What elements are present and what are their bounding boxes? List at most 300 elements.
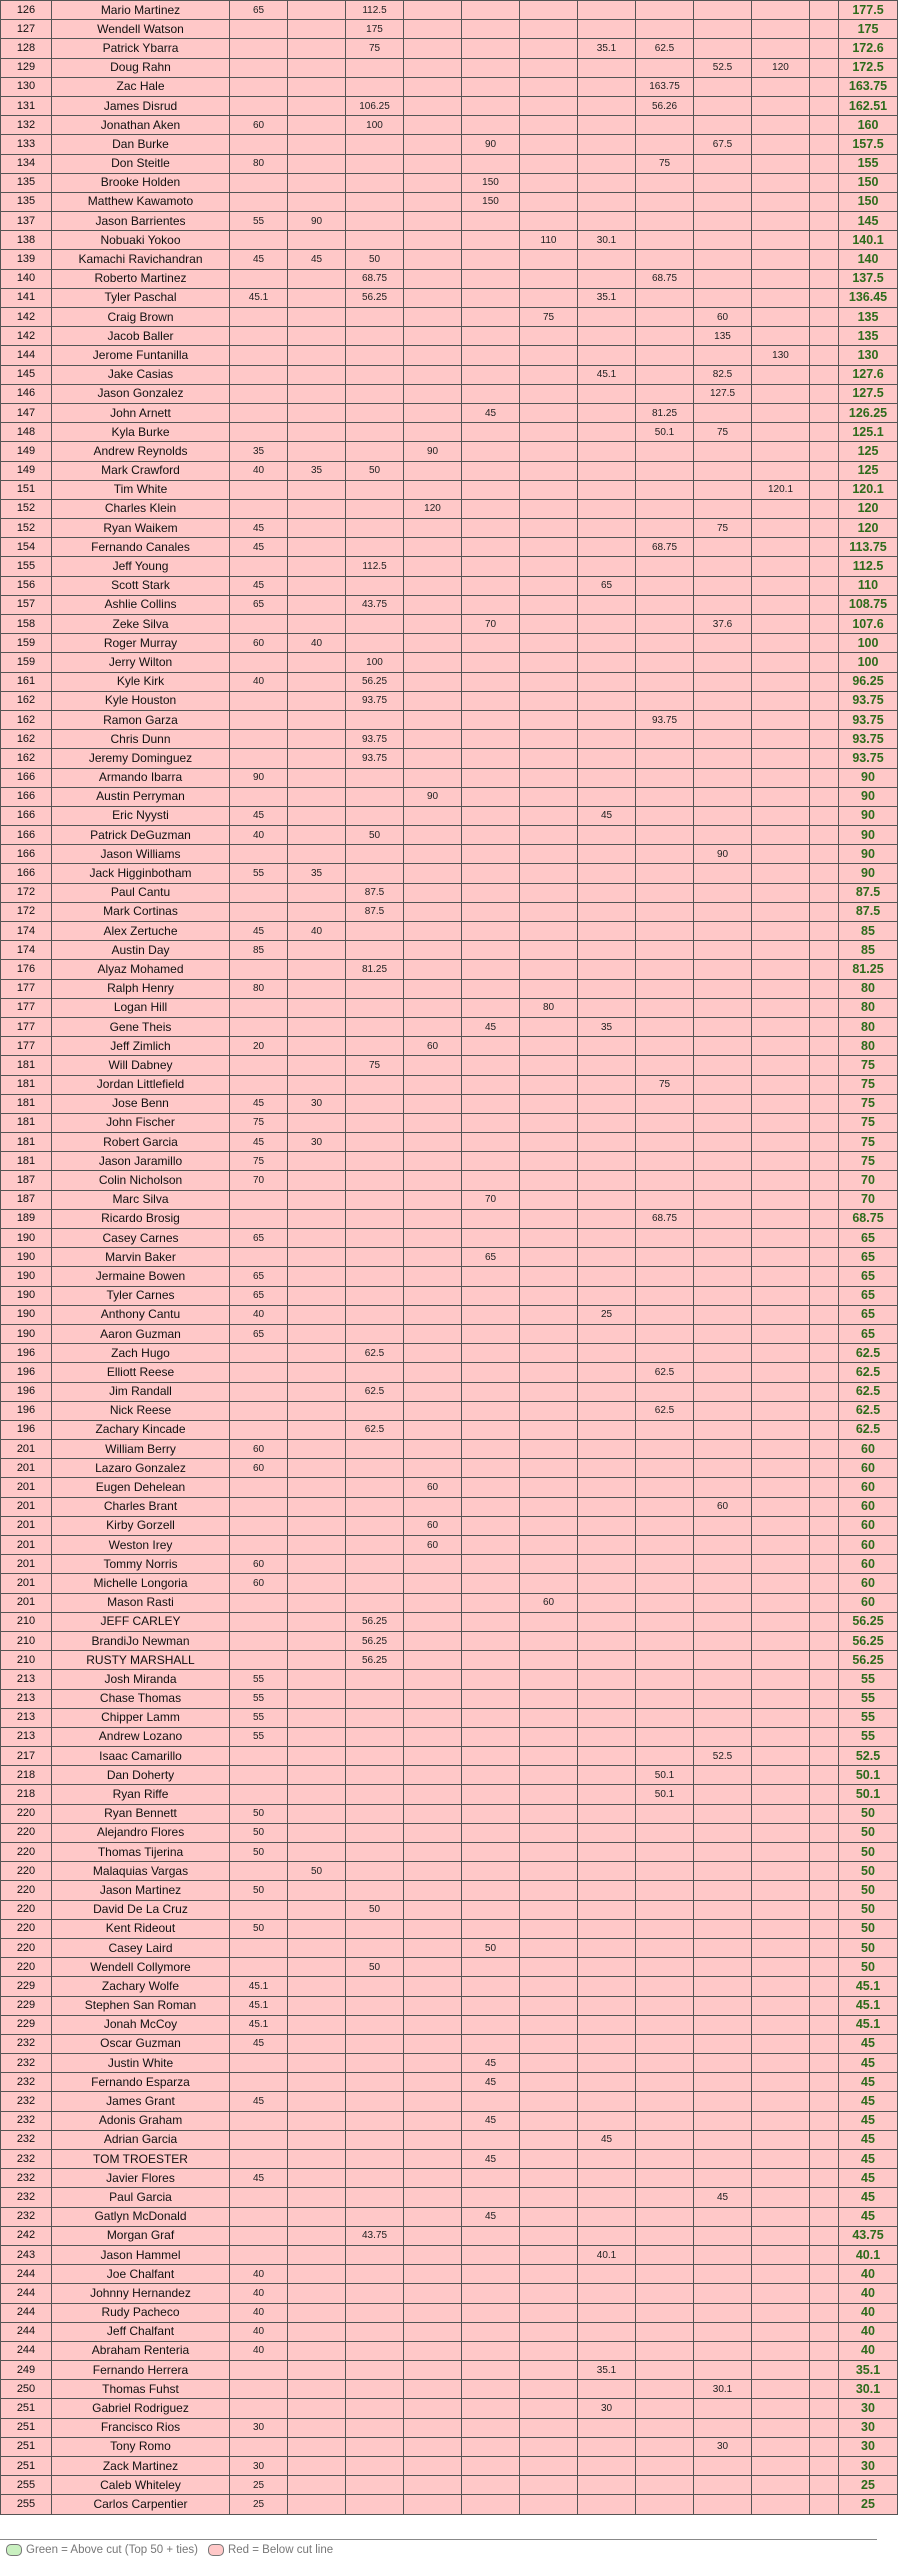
score-cell — [346, 2245, 404, 2264]
score-cell — [636, 461, 694, 480]
name-cell: Charles Klein — [52, 499, 230, 518]
score-cell — [752, 749, 810, 768]
score-cell — [404, 39, 462, 58]
name-cell: Tim White — [52, 480, 230, 499]
score-cell — [810, 423, 839, 442]
score-cell: 50.1 — [636, 423, 694, 442]
score-cell — [578, 250, 636, 269]
score-cell — [230, 384, 288, 403]
name-cell: Roger Murray — [52, 634, 230, 653]
score-cell — [810, 806, 839, 825]
table-row — [1, 2111, 898, 2130]
total-cell: 81.25 — [839, 960, 898, 979]
score-cell — [578, 519, 636, 538]
score-cell — [520, 2226, 578, 2245]
score-cell — [520, 538, 578, 557]
score-cell — [462, 2226, 520, 2245]
total-cell: 60 — [839, 1440, 898, 1459]
score-cell — [578, 2188, 636, 2207]
score-cell — [810, 384, 839, 403]
rank-cell: 142 — [1, 308, 52, 327]
score-cell — [810, 615, 839, 634]
score-cell — [288, 480, 346, 499]
rank-cell: 144 — [1, 346, 52, 365]
score-cell — [752, 1785, 810, 1804]
score-cell — [462, 883, 520, 902]
table-row — [1, 864, 898, 883]
score-cell: 90 — [404, 442, 462, 461]
score-cell — [288, 1823, 346, 1842]
score-cell — [520, 1037, 578, 1056]
score-cell: 75 — [636, 1075, 694, 1094]
table-row — [1, 2437, 898, 2456]
name-cell: Casey Carnes — [52, 1229, 230, 1248]
score-cell: 87.5 — [346, 883, 404, 902]
name-cell: Jake Casias — [52, 365, 230, 384]
score-cell: 43.75 — [346, 595, 404, 614]
score-cell — [346, 2495, 404, 2514]
name-cell: Jose Benn — [52, 1094, 230, 1113]
rank-cell: 166 — [1, 864, 52, 883]
score-cell — [578, 269, 636, 288]
rank-cell: 149 — [1, 461, 52, 480]
score-cell — [636, 1708, 694, 1727]
score-cell — [810, 2111, 839, 2130]
score-cell — [578, 2265, 636, 2284]
score-cell — [578, 2169, 636, 2188]
score-cell — [578, 135, 636, 154]
score-cell: 45 — [230, 806, 288, 825]
score-cell — [636, 749, 694, 768]
score-cell — [462, 749, 520, 768]
score-cell — [810, 1229, 839, 1248]
score-cell — [810, 979, 839, 998]
score-cell — [288, 1631, 346, 1650]
score-cell — [810, 1075, 839, 1094]
rank-cell: 177 — [1, 979, 52, 998]
score-cell — [520, 423, 578, 442]
score-cell — [520, 615, 578, 634]
score-cell — [810, 1133, 839, 1152]
rank-cell: 162 — [1, 710, 52, 729]
score-cell — [462, 1747, 520, 1766]
score-cell: 67.5 — [694, 135, 752, 154]
rank-cell: 244 — [1, 2322, 52, 2341]
table-row — [1, 499, 898, 518]
score-cell — [288, 1747, 346, 1766]
score-cell — [636, 1229, 694, 1248]
score-cell — [520, 1, 578, 20]
score-cell: 60 — [230, 1459, 288, 1478]
rank-cell: 229 — [1, 1996, 52, 2015]
score-cell — [636, 2495, 694, 2514]
score-cell — [288, 998, 346, 1017]
score-cell — [288, 2092, 346, 2111]
score-cell — [810, 2437, 839, 2456]
score-cell — [520, 576, 578, 595]
score-cell: 60 — [694, 308, 752, 327]
score-cell: 110 — [520, 231, 578, 250]
score-cell — [462, 1401, 520, 1420]
score-cell — [462, 1171, 520, 1190]
score-cell: 65 — [230, 1267, 288, 1286]
total-cell: 120 — [839, 499, 898, 518]
score-cell — [288, 1382, 346, 1401]
score-cell — [636, 116, 694, 135]
score-cell — [288, 960, 346, 979]
total-cell: 136.45 — [839, 288, 898, 307]
score-cell — [230, 2399, 288, 2418]
score-cell — [694, 538, 752, 557]
total-cell: 40.1 — [839, 2245, 898, 2264]
score-cell — [346, 58, 404, 77]
score-cell — [404, 672, 462, 691]
score-cell — [288, 1286, 346, 1305]
name-cell: Jermaine Bowen — [52, 1267, 230, 1286]
score-cell: 93.75 — [346, 691, 404, 710]
rank-cell: 232 — [1, 2092, 52, 2111]
name-cell: JEFF CARLEY — [52, 1612, 230, 1631]
score-cell — [694, 480, 752, 499]
score-cell — [288, 499, 346, 518]
rank-cell: 127 — [1, 20, 52, 39]
score-cell — [578, 1190, 636, 1209]
score-cell — [346, 845, 404, 864]
rank-cell: 232 — [1, 2188, 52, 2207]
score-cell — [462, 2245, 520, 2264]
score-cell — [346, 576, 404, 595]
total-cell: 45 — [839, 2054, 898, 2073]
score-cell — [404, 2015, 462, 2034]
score-cell — [346, 1017, 404, 1036]
score-cell — [636, 1037, 694, 1056]
score-cell — [752, 2188, 810, 2207]
score-cell — [520, 883, 578, 902]
score-cell — [810, 1056, 839, 1075]
total-cell: 130 — [839, 346, 898, 365]
score-cell — [694, 1190, 752, 1209]
score-cell — [752, 1747, 810, 1766]
rank-cell: 126 — [1, 1, 52, 20]
score-cell — [578, 2380, 636, 2399]
score-cell — [404, 192, 462, 211]
rank-cell: 187 — [1, 1190, 52, 1209]
name-cell: Jason Williams — [52, 845, 230, 864]
name-cell: Stephen San Roman — [52, 1996, 230, 2015]
score-cell — [520, 1958, 578, 1977]
score-cell — [578, 1133, 636, 1152]
rank-cell: 201 — [1, 1478, 52, 1497]
score-cell — [404, 1881, 462, 1900]
score-cell — [694, 2457, 752, 2476]
table-row — [1, 2073, 898, 2092]
score-cell — [520, 1919, 578, 1938]
score-cell — [810, 902, 839, 921]
score-cell — [404, 116, 462, 135]
score-cell — [230, 308, 288, 327]
score-cell — [694, 595, 752, 614]
table-row — [1, 1209, 898, 1228]
score-cell — [636, 1900, 694, 1919]
score-cell — [404, 1209, 462, 1228]
score-cell — [404, 1958, 462, 1977]
rank-cell: 244 — [1, 2303, 52, 2322]
table-row — [1, 538, 898, 557]
score-cell — [404, 1420, 462, 1439]
score-cell: 50 — [346, 250, 404, 269]
score-cell — [752, 1727, 810, 1746]
score-cell — [810, 768, 839, 787]
score-cell — [346, 1171, 404, 1190]
total-cell: 93.75 — [839, 749, 898, 768]
score-cell — [404, 77, 462, 96]
score-cell — [752, 2150, 810, 2169]
table-row — [1, 135, 898, 154]
rank-cell: 196 — [1, 1420, 52, 1439]
score-cell — [636, 2476, 694, 2495]
score-cell — [694, 2169, 752, 2188]
total-cell: 137.5 — [839, 269, 898, 288]
name-cell: Andrew Lozano — [52, 1727, 230, 1746]
score-cell — [578, 1977, 636, 1996]
score-cell — [752, 653, 810, 672]
table-row — [1, 269, 898, 288]
score-cell — [752, 269, 810, 288]
table-row — [1, 2361, 898, 2380]
score-cell — [810, 20, 839, 39]
rank-cell: 139 — [1, 250, 52, 269]
score-cell — [810, 998, 839, 1017]
score-cell — [636, 1516, 694, 1535]
name-cell: Scott Stark — [52, 576, 230, 595]
score-cell — [752, 1766, 810, 1785]
table-row — [1, 2418, 898, 2437]
score-cell — [404, 480, 462, 499]
total-cell: 65 — [839, 1229, 898, 1248]
rank-cell: 147 — [1, 403, 52, 422]
score-cell — [404, 960, 462, 979]
score-cell — [404, 96, 462, 115]
total-cell: 175 — [839, 20, 898, 39]
rank-cell: 177 — [1, 998, 52, 1017]
score-cell — [520, 212, 578, 231]
score-cell: 68.75 — [346, 269, 404, 288]
score-cell — [288, 288, 346, 307]
score-cell — [694, 2265, 752, 2284]
score-cell — [636, 1133, 694, 1152]
score-cell — [810, 576, 839, 595]
name-cell: Javier Flores — [52, 2169, 230, 2188]
score-cell — [752, 1133, 810, 1152]
score-cell — [520, 2015, 578, 2034]
score-cell — [636, 212, 694, 231]
score-cell — [520, 77, 578, 96]
total-cell: 45.1 — [839, 2015, 898, 2034]
rank-cell: 210 — [1, 1631, 52, 1650]
score-cell — [578, 1919, 636, 1938]
score-cell — [578, 192, 636, 211]
score-cell — [288, 806, 346, 825]
name-cell: Gabriel Rodriguez — [52, 2399, 230, 2418]
score-cell — [636, 1344, 694, 1363]
score-cell — [520, 1996, 578, 2015]
table-row — [1, 826, 898, 845]
rank-cell: 190 — [1, 1305, 52, 1324]
score-cell — [752, 615, 810, 634]
score-cell: 100 — [346, 116, 404, 135]
score-cell — [288, 442, 346, 461]
score-cell — [288, 1536, 346, 1555]
score-cell: 100 — [346, 653, 404, 672]
rank-cell: 148 — [1, 423, 52, 442]
score-cell — [752, 2207, 810, 2226]
score-cell — [404, 1612, 462, 1631]
score-cell — [230, 20, 288, 39]
name-cell: Colin Nicholson — [52, 1171, 230, 1190]
score-cell — [578, 595, 636, 614]
total-cell: 65 — [839, 1286, 898, 1305]
score-cell — [694, 2207, 752, 2226]
score-cell — [578, 2092, 636, 2111]
name-cell: Isaac Camarillo — [52, 1747, 230, 1766]
score-cell — [462, 1094, 520, 1113]
score-cell: 62.5 — [346, 1420, 404, 1439]
score-cell — [520, 2457, 578, 2476]
score-cell — [346, 1785, 404, 1804]
table-row — [1, 653, 898, 672]
score-cell — [694, 20, 752, 39]
score-cell — [578, 1037, 636, 1056]
total-cell: 126.25 — [839, 403, 898, 422]
score-cell — [578, 960, 636, 979]
score-cell — [404, 2169, 462, 2188]
total-cell: 87.5 — [839, 883, 898, 902]
score-cell — [694, 883, 752, 902]
score-cell — [810, 499, 839, 518]
score-cell — [578, 1958, 636, 1977]
score-cell — [694, 1708, 752, 1727]
total-cell: 45 — [839, 2034, 898, 2053]
score-cell — [520, 768, 578, 787]
score-cell — [404, 1843, 462, 1862]
score-cell — [462, 538, 520, 557]
score-cell — [520, 1766, 578, 1785]
score-cell — [752, 2034, 810, 2053]
score-cell — [578, 1209, 636, 1228]
score-cell — [462, 346, 520, 365]
name-cell: Adonis Graham — [52, 2111, 230, 2130]
score-cell — [578, 2437, 636, 2456]
score-cell — [462, 116, 520, 135]
score-cell — [346, 2111, 404, 2130]
score-cell — [578, 941, 636, 960]
rank-cell: 232 — [1, 2150, 52, 2169]
rank-cell: 213 — [1, 1670, 52, 1689]
total-cell: 96.25 — [839, 672, 898, 691]
score-cell — [288, 1958, 346, 1977]
table-row — [1, 1017, 898, 1036]
score-cell — [462, 212, 520, 231]
score-cell — [462, 2437, 520, 2456]
score-cell — [462, 1881, 520, 1900]
score-cell — [462, 2361, 520, 2380]
score-cell — [288, 2322, 346, 2341]
table-row — [1, 173, 898, 192]
total-cell: 75 — [839, 1094, 898, 1113]
score-cell — [230, 557, 288, 576]
score-cell: 30 — [694, 2437, 752, 2456]
name-cell: Aaron Guzman — [52, 1324, 230, 1343]
score-cell — [636, 1113, 694, 1132]
score-cell — [346, 308, 404, 327]
table-row — [1, 787, 898, 806]
score-cell — [578, 2476, 636, 2495]
score-cell — [752, 1420, 810, 1439]
score-cell — [462, 960, 520, 979]
table-row — [1, 2207, 898, 2226]
score-cell — [752, 1017, 810, 1036]
score-cell — [346, 173, 404, 192]
score-cell — [288, 1440, 346, 1459]
score-cell — [752, 922, 810, 941]
score-cell — [404, 1747, 462, 1766]
score-cell — [520, 2341, 578, 2360]
score-cell — [694, 2476, 752, 2495]
score-cell — [578, 2207, 636, 2226]
score-cell — [404, 2303, 462, 2322]
score-cell — [288, 346, 346, 365]
table-row — [1, 2380, 898, 2399]
total-cell: 60 — [839, 1593, 898, 1612]
score-cell — [346, 2188, 404, 2207]
score-cell — [462, 365, 520, 384]
score-cell — [752, 1804, 810, 1823]
score-cell: 65 — [230, 595, 288, 614]
score-cell — [288, 39, 346, 58]
score-cell — [520, 1823, 578, 1842]
score-cell — [404, 135, 462, 154]
score-cell: 50 — [346, 826, 404, 845]
score-cell — [230, 231, 288, 250]
score-cell — [578, 1401, 636, 1420]
table-row — [1, 710, 898, 729]
score-cell — [810, 2092, 839, 2111]
total-cell: 55 — [839, 1727, 898, 1746]
total-cell: 60 — [839, 1555, 898, 1574]
score-cell — [346, 2169, 404, 2188]
score-cell — [694, 39, 752, 58]
score-cell: 45 — [230, 538, 288, 557]
score-cell — [810, 77, 839, 96]
score-cell — [752, 1881, 810, 1900]
score-cell — [810, 2341, 839, 2360]
total-cell: 45 — [839, 2150, 898, 2169]
score-cell — [694, 826, 752, 845]
score-cell — [694, 2418, 752, 2437]
score-cell — [810, 96, 839, 115]
name-cell: Ryan Riffe — [52, 1785, 230, 1804]
table-row — [1, 1286, 898, 1305]
score-cell — [578, 1536, 636, 1555]
score-cell — [694, 2130, 752, 2149]
score-cell — [404, 231, 462, 250]
rank-cell: 201 — [1, 1459, 52, 1478]
score-cell — [636, 1305, 694, 1324]
score-cell — [636, 2150, 694, 2169]
score-cell: 75 — [346, 1056, 404, 1075]
score-cell — [346, 1977, 404, 1996]
score-cell — [694, 1017, 752, 1036]
